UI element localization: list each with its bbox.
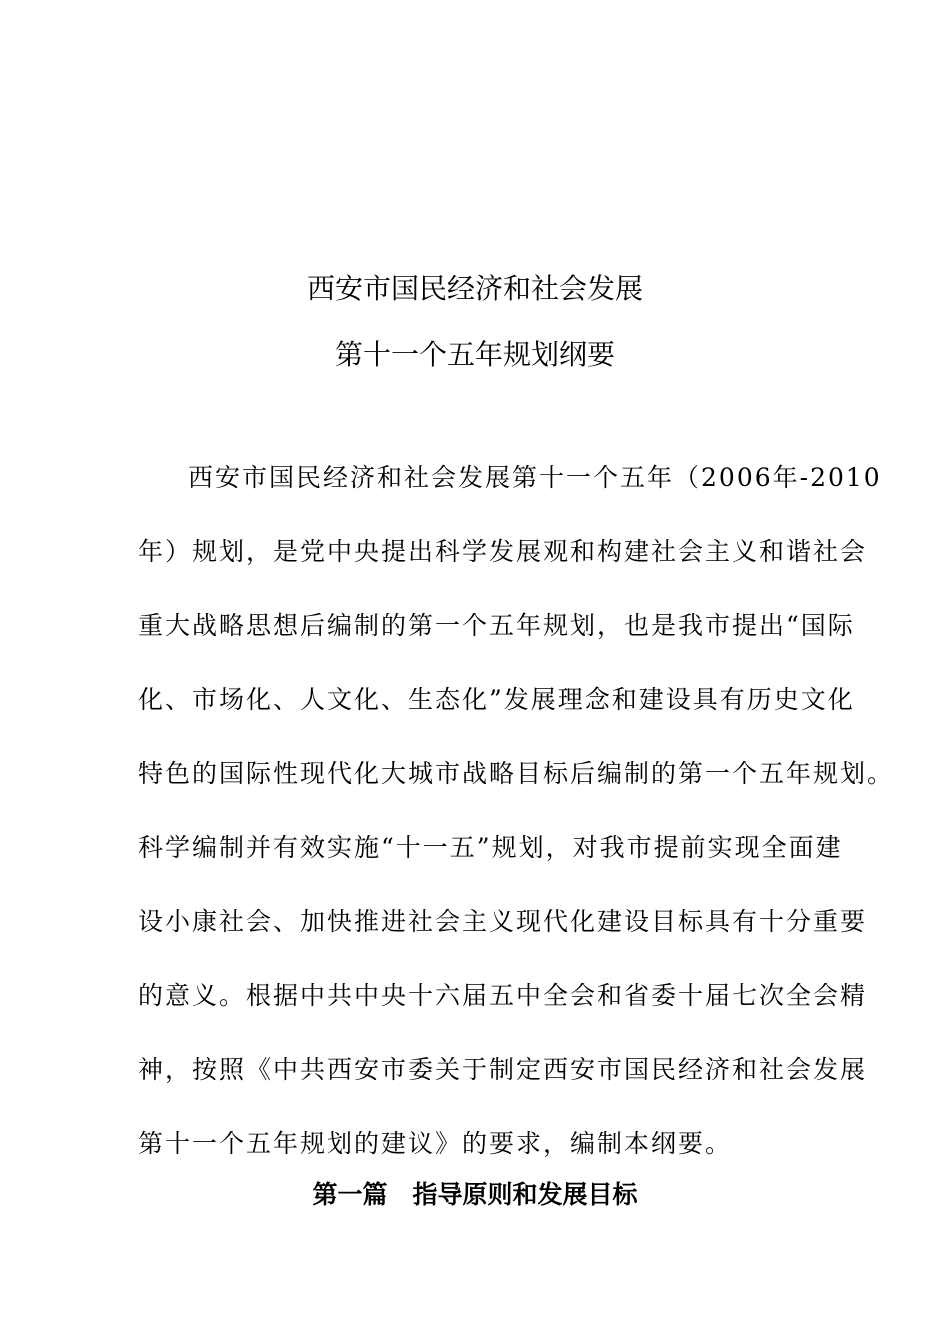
document-title-line-1: 西安市国民经济和社会发展 <box>306 272 643 305</box>
paragraph-line: 设小康社会、加快推进社会主义现代化建设目标具有十分重要 <box>138 907 868 936</box>
paragraph-line: 神，按照《中共西安市委关于制定西安市国民经济和社会发展 <box>138 1055 868 1084</box>
paragraph-line: 化、市场化、人文化、生态化”发展理念和建设具有历史文化 <box>138 685 855 714</box>
paragraph-line: 年）规划，是党中央提出科学发展观和构建社会主义和谐社会 <box>138 537 868 566</box>
paragraph-line: 科学编制并有效实施“十一五”规划，对我市提前实现全面建 <box>138 833 843 862</box>
document-title-line-2: 第十一个五年规划纲要 <box>334 338 615 371</box>
paragraph-line: 特色的国际性现代化大城市战略目标后编制的第一个五年规划。 <box>138 759 895 788</box>
paragraph-line: 西安市国民经济和社会发展第十一个五年（2006年-2010 <box>188 463 882 492</box>
paragraph-line: 第十一个五年规划的建议》的要求，编制本纲要。 <box>138 1129 733 1158</box>
intro-paragraph <box>138 441 895 1181</box>
section-heading: 第一篇 指导原则和发展目标 <box>312 1180 638 1209</box>
paragraph-line: 的意义。根据中共中央十六届五中全会和省委十届七次全会精 <box>138 981 868 1010</box>
paragraph-line: 重大战略思想后编制的第一个五年规划，也是我市提出“国际 <box>138 611 855 640</box>
